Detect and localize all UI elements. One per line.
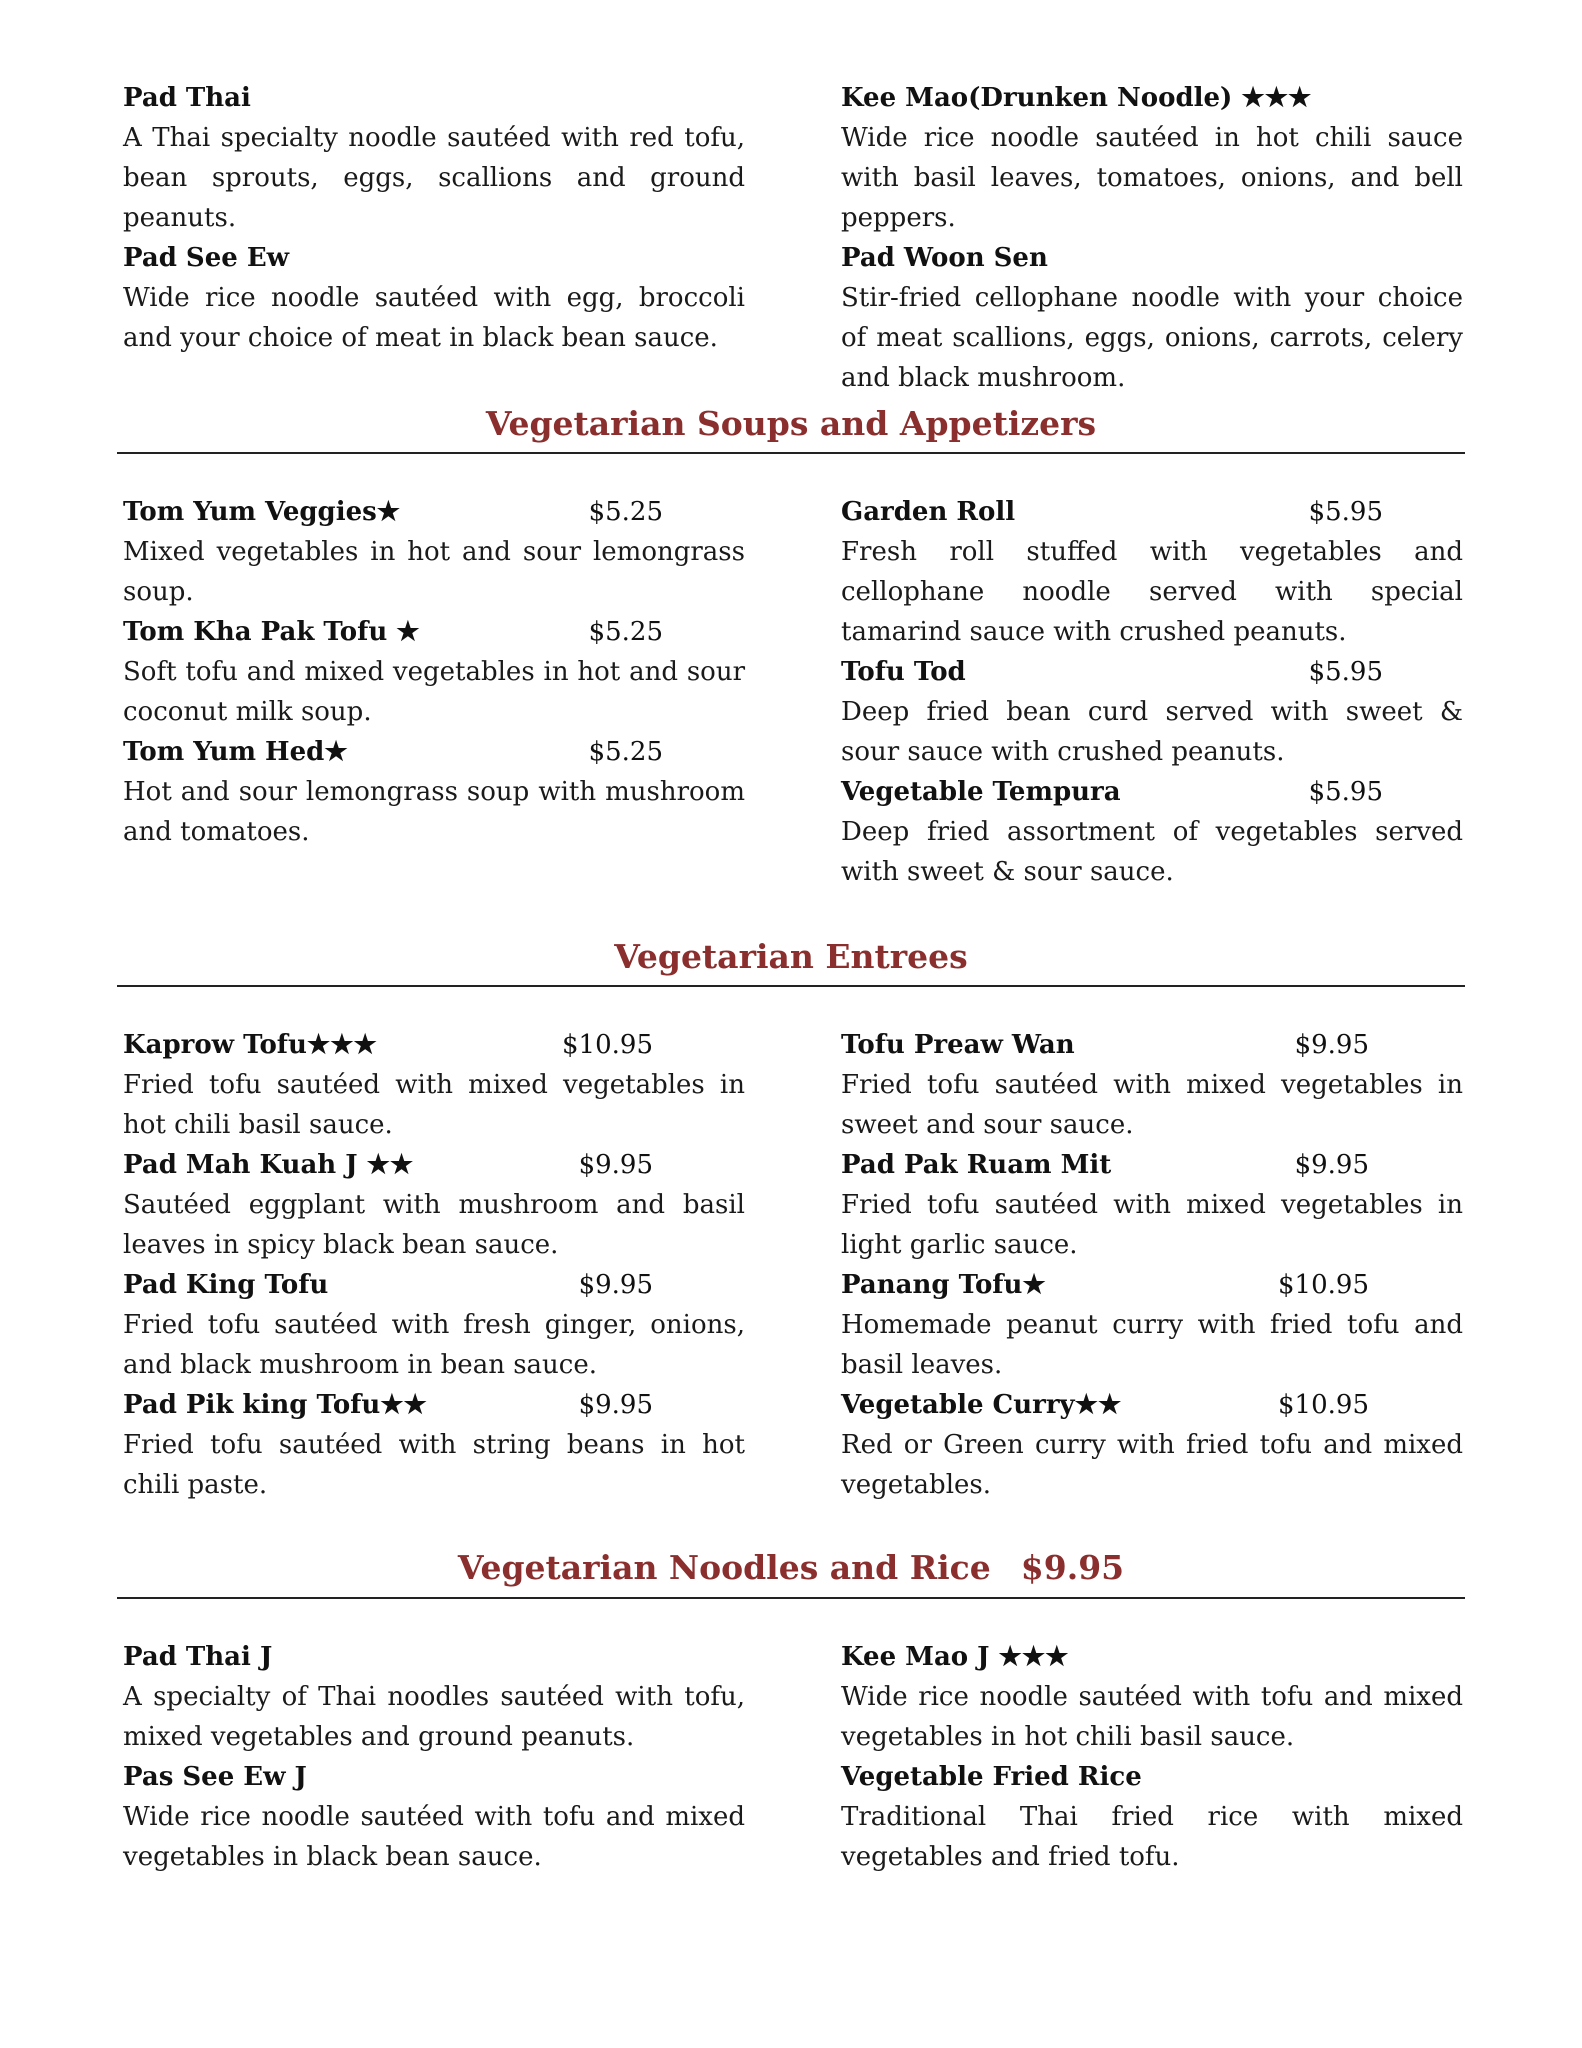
menu-item-price: $5.25 <box>588 497 663 527</box>
menu-item-description: Fried tofu sautéed with mixed vegetables in hot chili basil sauce. <box>123 1070 745 1140</box>
menu-item-description: A specialty of Thai noodles sautéed with tofu, mixed vegetables and ground peanuts. <box>123 1682 745 1752</box>
menu-item-name: Tofu Tod <box>841 657 966 687</box>
menu-item-name: Pad Pak Ruam Mit <box>841 1150 1112 1180</box>
menu-item <box>841 1025 1463 1145</box>
menu-item-header <box>123 1385 745 1425</box>
menu-item-name: Panang Tofu★ <box>841 1270 1046 1300</box>
menu-item-description: Wide rice noodle sautéed in hot chili sauce with basil leaves, tomatoes, onions, and bell peppers. <box>841 123 1463 233</box>
menu-item-name: Vegetable Fried Rice <box>841 1762 1142 1792</box>
menu-item-header <box>841 652 1463 692</box>
menu-item-price: $9.95 <box>578 1270 653 1300</box>
menu-item-price: $9.95 <box>578 1390 653 1420</box>
section-divider <box>117 1597 1465 1599</box>
menu-item <box>841 1145 1463 1265</box>
menu-item-name: Tom Yum Veggies★ <box>123 497 401 527</box>
menu-item-header <box>841 1265 1463 1305</box>
menu-item-header <box>123 732 745 772</box>
section-title-soups-text: Vegetarian Soups and Appetizers <box>485 404 1097 443</box>
menu-item <box>123 1025 745 1145</box>
soups-section <box>123 492 1463 892</box>
menu-item-name: Pad Thai J <box>123 1642 273 1672</box>
menu-item-description: Fried tofu sautéed with mixed vegetables in sweet and sour sauce. <box>841 1070 1463 1140</box>
menu-item-header <box>841 1025 1463 1065</box>
menu-item <box>123 1757 745 1877</box>
soups-right-column <box>841 492 1463 892</box>
entrees-section <box>123 1025 1463 1505</box>
menu-item <box>841 772 1463 892</box>
menu-item-header <box>123 1025 745 1065</box>
section-divider <box>117 452 1465 454</box>
menu-item-name: Kee Mao(Drunken Noodle) ★★★ <box>841 83 1312 113</box>
menu-item <box>841 652 1463 772</box>
menu-item-header <box>841 492 1463 532</box>
menu-item-name: Kaprow Tofu★★★ <box>123 1030 377 1060</box>
entrees-right-column <box>841 1025 1463 1505</box>
menu-item <box>123 612 745 732</box>
menu-item-price: $5.95 <box>1308 657 1383 687</box>
menu-item-price: $5.95 <box>1308 497 1383 527</box>
menu-item-description: Wide rice noodle sautéed with tofu and mixed vegetables in black bean sauce. <box>123 1802 745 1872</box>
menu-item-description: Fried tofu sautéed with mixed vegetables in light garlic sauce. <box>841 1190 1463 1260</box>
menu-item-description: Fresh roll stuffed with vegetables and cellophane noodle served with special tamarind sauce with crushed peanuts. <box>841 537 1463 647</box>
menu-item <box>841 238 1463 398</box>
menu-item-price: $5.25 <box>588 737 663 767</box>
menu-item-header <box>841 772 1463 812</box>
menu-item-header <box>841 1385 1463 1425</box>
menu-item-header <box>123 492 745 532</box>
menu-item <box>841 1265 1463 1385</box>
menu-item-description: Sautéed eggplant with mushroom and basil leaves in spicy black bean sauce. <box>123 1190 745 1260</box>
menu-item <box>123 238 745 358</box>
menu-item-description: Soft tofu and mixed vegetables in hot and sour coconut milk soup. <box>123 657 745 727</box>
menu-item <box>123 1265 745 1385</box>
section-title-entrees <box>0 935 1582 979</box>
menu-item-description: Hot and sour lemongrass soup with mushroom and tomatoes. <box>123 777 745 847</box>
menu-item-header <box>123 612 745 652</box>
menu-item-header <box>841 1145 1463 1185</box>
menu-item <box>123 1637 745 1757</box>
menu-item <box>123 732 745 852</box>
menu-item-description: Fried tofu sautéed with string beans in hot chili paste. <box>123 1430 745 1500</box>
menu-item-name: Garden Roll <box>841 497 1016 527</box>
menu-item <box>123 1145 745 1265</box>
section-title-soups <box>0 402 1582 446</box>
section-price-noodles: $9.95 <box>1020 1548 1125 1587</box>
menu-item-description: Deep fried bean curd served with sweet & sour sauce with crushed peanuts. <box>841 697 1463 767</box>
menu-item-name: Vegetable Tempura <box>841 777 1121 807</box>
menu-item-header <box>123 238 745 278</box>
menu-item-price: $10.95 <box>1278 1390 1369 1420</box>
menu-item-name: Tofu Preaw Wan <box>841 1030 1075 1060</box>
menu-item-name: Vegetable Curry★★ <box>841 1390 1122 1420</box>
menu-item-header <box>841 1637 1463 1677</box>
menu-item-name: Pad See Ew <box>123 243 290 273</box>
menu-item-header <box>123 1265 745 1305</box>
menu-item <box>841 1385 1463 1505</box>
menu-item-description: Fried tofu sautéed with fresh ginger, onions, and black mushroom in bean sauce. <box>123 1310 745 1380</box>
menu-item-name: Pad Thai <box>123 83 251 113</box>
menu-item-header <box>841 238 1463 278</box>
section-title-noodles-text: Vegetarian Noodles and Rice <box>457 1548 991 1587</box>
menu-item-name: Pas See Ew J <box>123 1762 307 1792</box>
menu-item-name: Pad Mah Kuah J ★★ <box>123 1150 414 1180</box>
menu-item-price: $10.95 <box>1278 1270 1369 1300</box>
menu-item <box>123 492 745 612</box>
menu-item-price: $10.95 <box>562 1030 653 1060</box>
menu-item <box>123 1385 745 1505</box>
menu-item <box>841 1757 1463 1877</box>
menu-item <box>123 78 745 238</box>
menu-item-name: Kee Mao J ★★★ <box>841 1642 1069 1672</box>
menu-item-description: Mixed vegetables in hot and sour lemongrass soup. <box>123 537 745 607</box>
menu-item-name: Tom Kha Pak Tofu ★ <box>123 617 420 647</box>
menu-item-header <box>123 1757 745 1797</box>
section-title-entrees-text: Vegetarian Entrees <box>614 937 968 976</box>
menu-item-name: Tom Yum Hed★ <box>123 737 348 767</box>
menu-item-description: Red or Green curry with fried tofu and mixed vegetables. <box>841 1430 1463 1500</box>
menu-item-name: Pad Woon Sen <box>841 243 1048 273</box>
menu-item-price: $9.95 <box>1294 1030 1369 1060</box>
menu-item-description: A Thai specialty noodle sautéed with red tofu, bean sprouts, eggs, scallions and ground peanuts. <box>123 123 745 233</box>
menu-item-price: $5.25 <box>588 617 663 647</box>
noodles-left-column <box>123 1637 745 1877</box>
menu-item-price: $9.95 <box>578 1150 653 1180</box>
menu-item <box>841 1637 1463 1757</box>
menu-item-price: $5.95 <box>1308 777 1383 807</box>
top-right-column <box>841 78 1463 398</box>
top-left-column <box>123 78 745 398</box>
noodles-right-column <box>841 1637 1463 1877</box>
menu-item-header <box>841 1757 1463 1797</box>
menu-item-price: $9.95 <box>1294 1150 1369 1180</box>
menu-item-header <box>841 78 1463 118</box>
menu-item-description: Homemade peanut curry with fried tofu and basil leaves. <box>841 1310 1463 1380</box>
menu-item-description: Wide rice noodle sautéed with tofu and mixed vegetables in hot chili basil sauce. <box>841 1682 1463 1752</box>
menu-item-name: Pad King Tofu <box>123 1270 329 1300</box>
menu-item-description: Wide rice noodle sautéed with egg, broccoli and your choice of meat in black bean sauce. <box>123 283 745 353</box>
top-noodles-section <box>123 78 1463 398</box>
entrees-left-column <box>123 1025 745 1505</box>
menu-item-description: Traditional Thai fried rice with mixed vegetables and fried tofu. <box>841 1802 1463 1872</box>
menu-item-name: Pad Pik king Tofu★★ <box>123 1390 427 1420</box>
menu-item <box>841 78 1463 238</box>
section-divider <box>117 985 1465 987</box>
noodles-section <box>123 1637 1463 1877</box>
menu-item-header <box>123 1145 745 1185</box>
menu-item-description: Deep fried assortment of vegetables served with sweet & sour sauce. <box>841 817 1463 887</box>
menu-item-header <box>123 78 745 118</box>
menu-item-description: Stir-fried cellophane noodle with your choice of meat scallions, eggs, onions, carrots, celery and black mushroom. <box>841 283 1463 393</box>
soups-left-column <box>123 492 745 892</box>
menu-item <box>841 492 1463 652</box>
menu-item-header <box>123 1637 745 1677</box>
section-title-noodles <box>0 1546 1582 1590</box>
